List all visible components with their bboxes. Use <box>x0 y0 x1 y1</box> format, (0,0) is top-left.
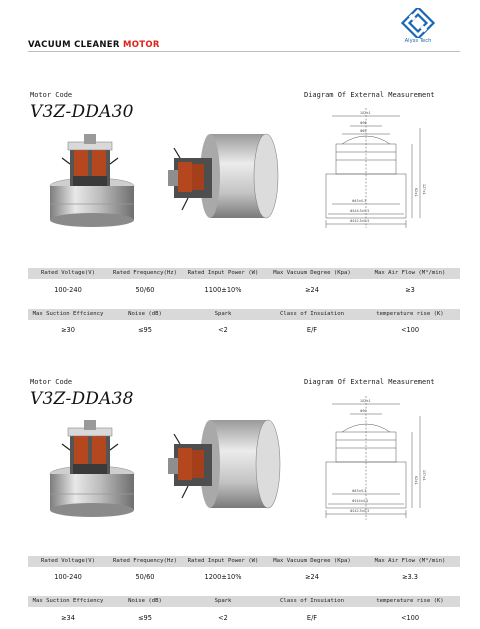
motor-code-label: Motor Code <box>30 91 73 99</box>
brand-name: Alyss Tech <box>404 38 432 44</box>
motor-model: V3Z-DDA38 <box>30 389 134 409</box>
spec-value-cell: 100-240 <box>54 286 82 294</box>
spec-header-cell: temperature rise (K) <box>376 598 444 604</box>
motor-model: V3Z-DDA30 <box>30 102 134 122</box>
spec-header-cell: Spark <box>214 598 232 604</box>
spec-header-cell: Rated Input Power (W) <box>187 558 259 564</box>
motor-photo-front <box>40 412 140 518</box>
page-header <box>0 0 480 60</box>
spec-value-cell: ≥34 <box>61 614 75 622</box>
diagram-dim-3: Φ63 <box>360 129 367 133</box>
spec-value-row <box>28 284 460 296</box>
spec-header-cell: Max Suction Effciency <box>32 311 104 317</box>
spec-header-cell: Max Vacuum Degree (Kpa) <box>273 558 351 564</box>
spec-header-cell: Max Air Flow (M³/min) <box>374 558 446 564</box>
diagram-dim-5: 62±1 <box>414 188 418 197</box>
diagram-dim-6: Φ43±0.3 <box>352 199 367 203</box>
spec-header-cell: Noise (dB) <box>128 598 162 604</box>
spec-value-cell: <100 <box>400 614 420 622</box>
spec-value-cell: <2 <box>218 326 228 334</box>
spec-header-cell: Max Suction Effciency <box>32 598 104 604</box>
brand-logo-icon <box>396 8 440 38</box>
spec-value-cell: <100 <box>400 326 420 334</box>
diagram-dim-3: 137±1 <box>422 470 426 481</box>
spec-header-cell: Max Air Flow (M³/min) <box>374 270 446 276</box>
diagram-label: Diagram Of External Measurement <box>304 378 435 386</box>
spec-value-cell: E/F <box>306 326 318 334</box>
diagram-dim-8: Φ142.5±0.5 <box>350 219 370 223</box>
motor-photo-front <box>40 124 140 230</box>
spec-header-cell: Rated Frequency(Hz) <box>113 270 177 276</box>
spec-value-cell: ≤95 <box>138 614 152 622</box>
brand-logo <box>396 8 440 48</box>
spec-value-row <box>28 324 460 336</box>
spec-header-cell: temperature rise (K) <box>376 311 444 317</box>
spec-value-cell: ≥3.3 <box>401 573 418 581</box>
motor-photo-side <box>160 412 284 518</box>
diagram-dim-5: Φ43±0.3 <box>352 489 367 493</box>
spec-header-cell: Class of Insuiation <box>280 598 344 604</box>
spec-value-cell: E/F <box>306 614 318 622</box>
spec-value-cell: ≤95 <box>138 326 152 334</box>
spec-value-row <box>28 612 460 624</box>
diagram-dim-4: 62±1 <box>414 476 418 485</box>
diagram-dim-7: Φ142.5±0.5 <box>350 509 370 513</box>
spec-value-cell: 50/60 <box>135 286 155 294</box>
spec-value-cell: ≥3 <box>405 286 415 294</box>
motor-code-label: Motor Code <box>30 378 73 386</box>
diagram-dim-2: Φ36 <box>360 121 367 125</box>
spec-header-cell: Rated Voltage(V) <box>41 270 95 276</box>
spec-header-cell: Class of Insuiation <box>280 311 344 317</box>
spec-header-cell: Rated Voltage(V) <box>41 558 95 564</box>
spec-value-cell: ≥24 <box>305 573 319 581</box>
diagram-dim-6: Φ144±0.5 <box>352 499 369 503</box>
diagram-label: Diagram Of External Measurement <box>304 91 435 99</box>
page-title: VACUUM CLEANER MOTOR <box>28 40 160 50</box>
diagram-dim-4: 127±1 <box>422 184 426 195</box>
spec-value-cell: ≥24 <box>305 286 319 294</box>
spec-header-row <box>28 556 460 567</box>
diagram-dim-1: 102±1 <box>360 111 371 115</box>
diagram-dim-1: 102±1 <box>360 399 371 403</box>
external-measurement-diagram <box>312 104 432 234</box>
spec-value-cell: <2 <box>218 614 228 622</box>
spec-header-cell: Spark <box>214 311 232 317</box>
spec-value-cell: ≥30 <box>61 326 75 334</box>
diagram-dim-2: Φ30 <box>360 409 367 413</box>
spec-value-cell: 50/60 <box>135 573 155 581</box>
diagram-dim-7: Φ144.5±0.5 <box>350 209 370 213</box>
spec-value-cell: 1200±10% <box>204 573 242 581</box>
spec-value-row <box>28 571 460 583</box>
spec-header-row <box>28 596 460 607</box>
external-measurement-diagram <box>312 390 432 526</box>
spec-header-cell: Rated Frequency(Hz) <box>113 558 177 564</box>
spec-value-cell: 1100±10% <box>204 286 242 294</box>
spec-header-row <box>28 268 460 279</box>
header-divider <box>28 51 460 52</box>
spec-header-row <box>28 309 460 320</box>
motor-photo-side <box>160 124 284 230</box>
spec-header-cell: Noise (dB) <box>128 311 162 317</box>
spec-header-cell: Rated Input Power (W) <box>187 270 259 276</box>
spec-header-cell: Max Vacuum Degree (Kpa) <box>273 270 351 276</box>
spec-value-cell: 100-240 <box>54 573 82 581</box>
